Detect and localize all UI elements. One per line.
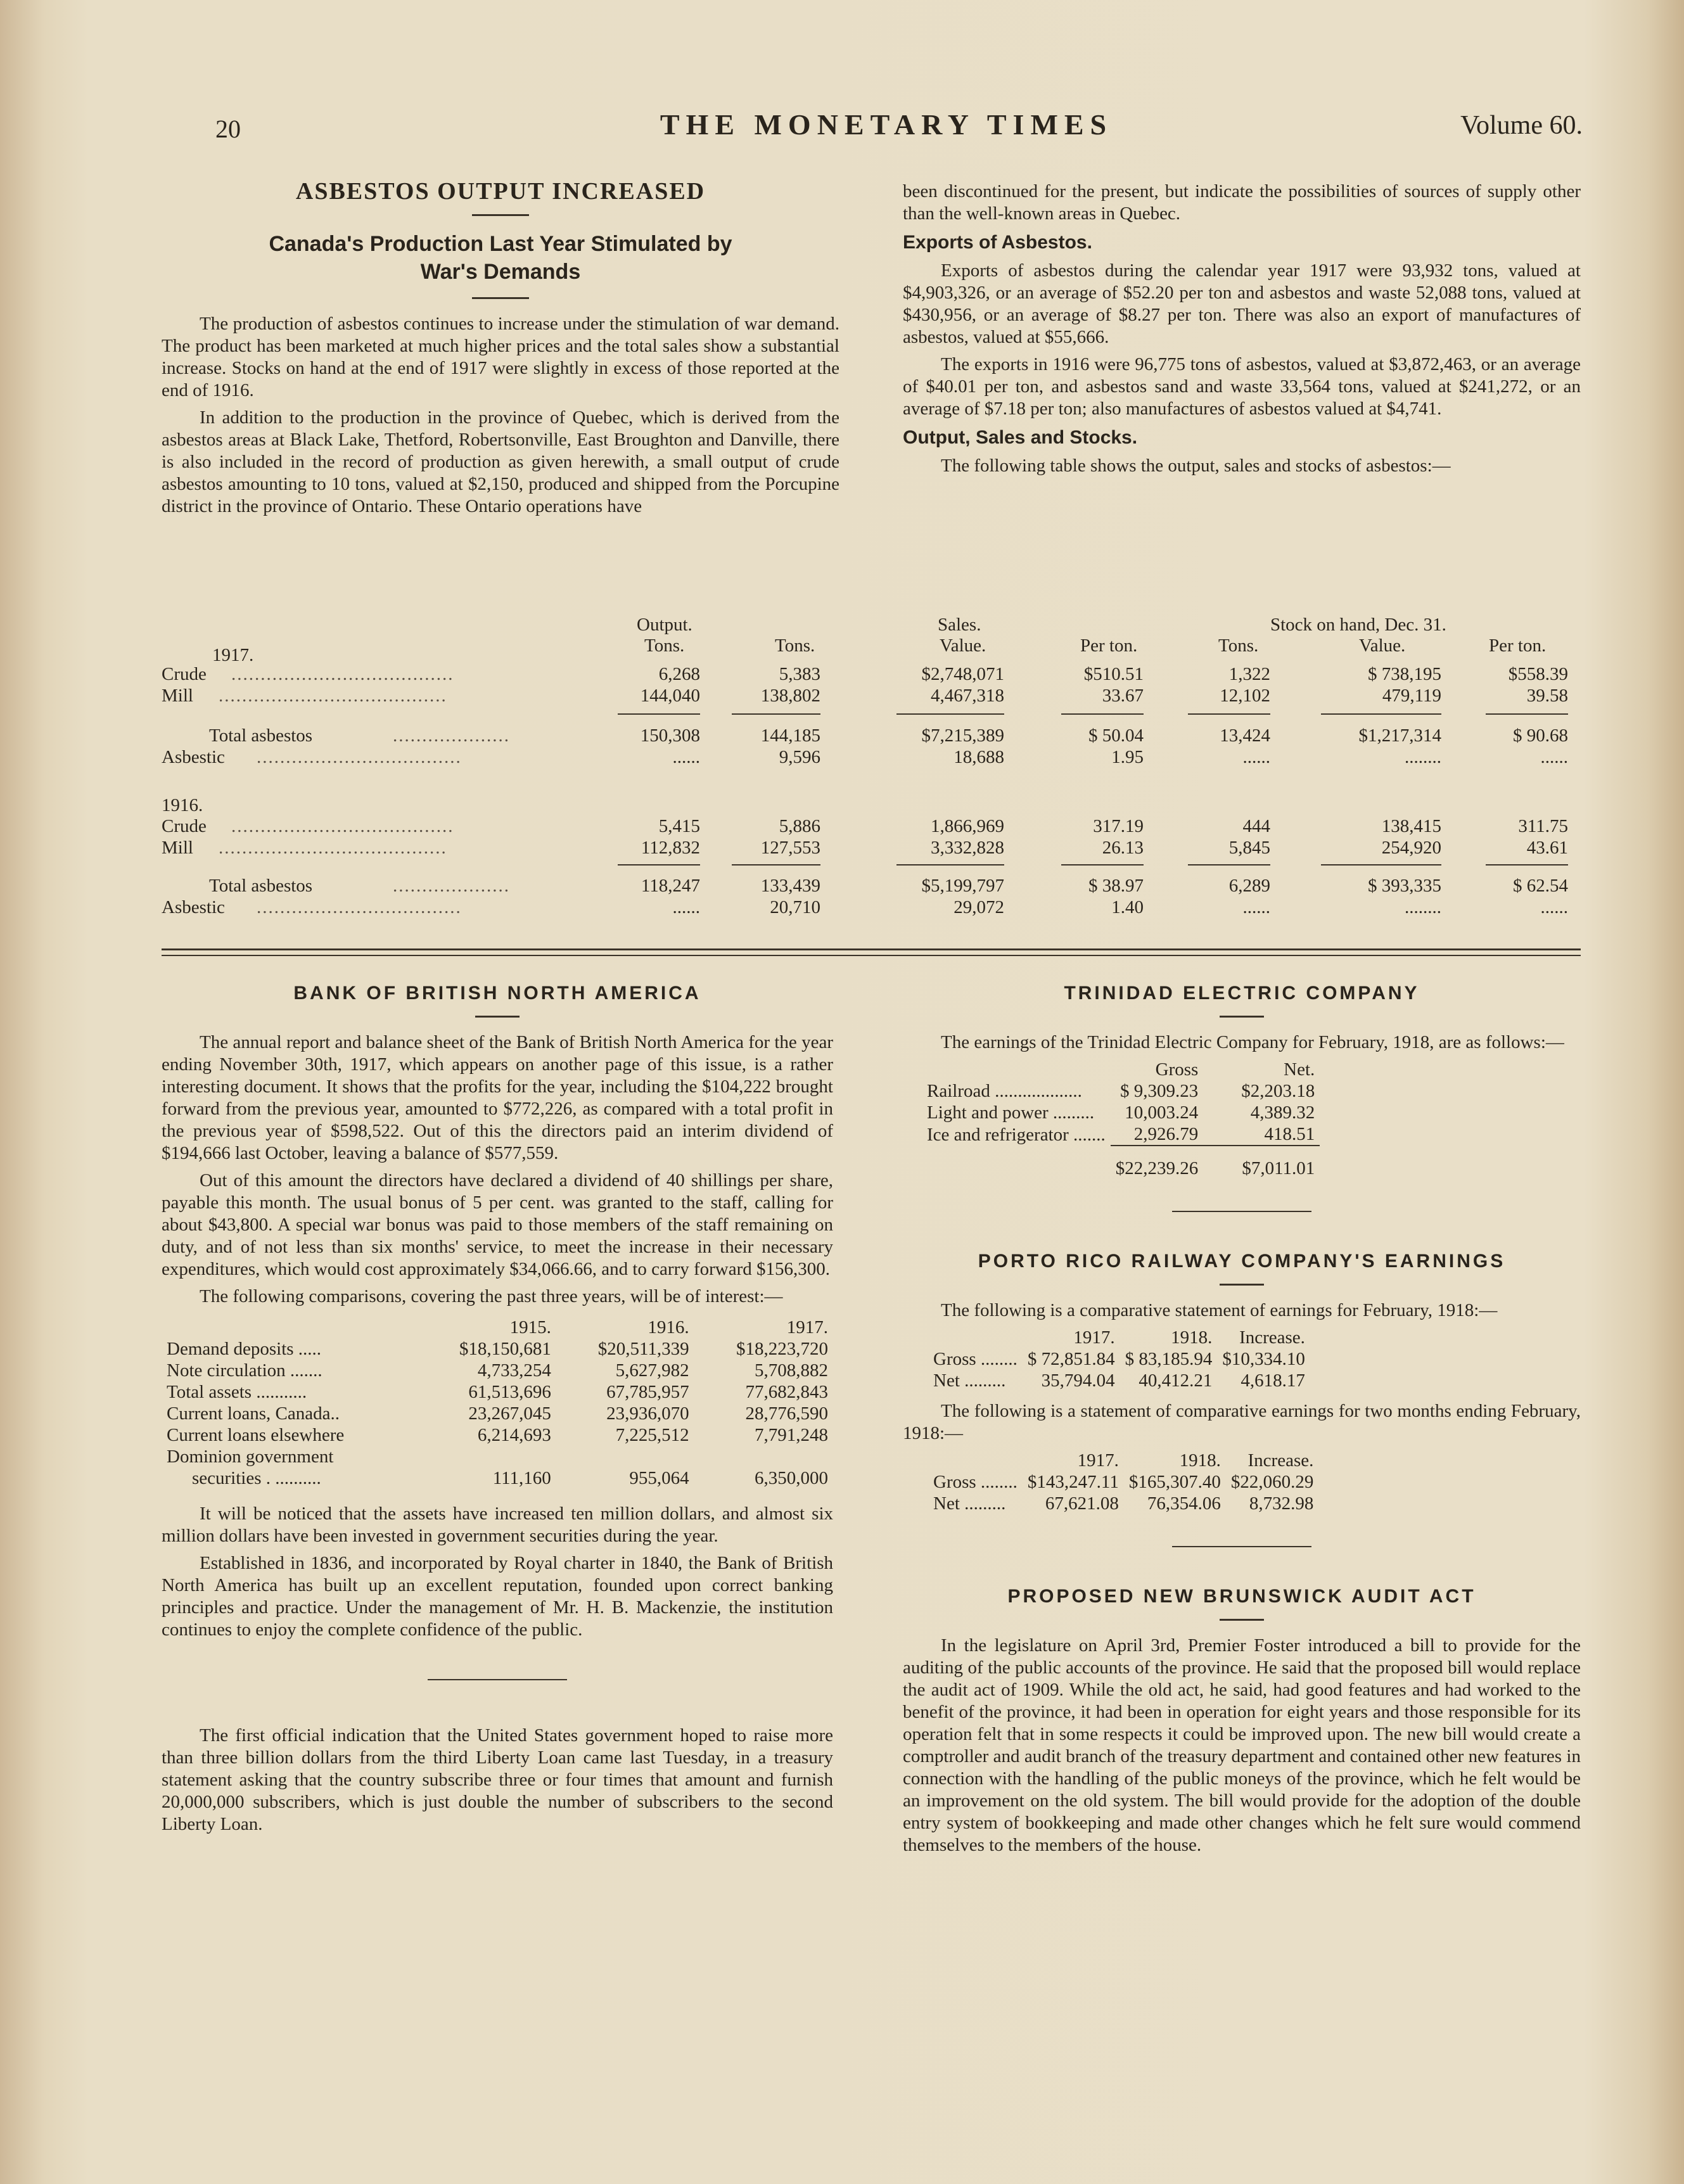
table-header-row: 1915. 1916. 1917. xyxy=(509,1317,828,1338)
bank-title-rule xyxy=(475,1016,520,1018)
header-output-tons: Tons. xyxy=(644,635,685,656)
table-row: Current loans elsewhere 6,214,693 7,225,512 7,791,248 xyxy=(167,1425,828,1445)
asbestos-table: Output. Tons. Tons. Sales. Value. Per ton. Stock on hand, Dec. 31. Tons. Value. Per ton. 1917. 1916. Crude ...................................... 6,268 5,383 $2,748,071 $510.51 1,322 $ 738,195 $558.39 Mill ....................................... 144,040 138,802 4,467,318 33.67 12,102 479,119 39.58 Total asbestos .................... 150,308 144,185 $7,215,389 $ 50.04 13,424 $1,217,314 $ 90.68 Asbestic ................................... ...... 9,596 18,688 1.95 ...... ........ ...... Crude ...................................... 5,415 5,886 1,866,969 317.19 444 138,415 311.75 Mill ....................................... 112,832 127,553 3,332,828 26.13 5,845 254,920 43.61 Total asbestos .................... 118,247 133,439 $5,199,797 $ 38.97 6,289 $ 393,335 $ 62.54 Asbestic ................................... ...... 20,710 29,072 1.40 ...... ........ ...... xyxy=(162,615,1568,917)
table-header-row: 1917. 1918. Increase. xyxy=(1073,1327,1305,1348)
brunswick-title-rule xyxy=(1220,1619,1264,1621)
table-row: Dominion government xyxy=(167,1446,334,1467)
output-para: The following table shows the output, sales and stocks of asbestos:— xyxy=(941,456,1451,476)
bank-para-1: The annual report and balance sheet of the Bank of British North America for the year ending November 30th, 1917, which appears on another page of this issue, is a rather interesting document. It shows that the profits for the year, including the $104,222 brought forward from the previous year, amounted to $772,226, as compared with a total profit in the previous year of $598,522. Out of this the directors paid an interim dividend of $194,666 last October, leaving a balance of $577,559. xyxy=(162,1032,833,1163)
table-row: Demand deposits ..... $18,150,681 $20,511,339 $18,223,720 xyxy=(167,1339,828,1359)
header-per-ton: Per ton. xyxy=(1080,635,1138,656)
bank-title: BANK OF BRITISH NORTH AMERICA xyxy=(293,983,701,1004)
table-row: Net ......... 67,621.08 76,354.06 8,732.98 xyxy=(933,1493,1314,1514)
header-stock-tons: Tons. xyxy=(1218,635,1259,656)
asbestos-para-3: been discontinued for the present, but indicate the possibilities of sources of supply other than the well-known areas in Quebec. xyxy=(903,181,1581,224)
porto-rico-end-rule xyxy=(1172,1546,1311,1547)
publication-title: THE MONETARY TIMES xyxy=(660,108,1113,141)
asbestos-para-2: In addition to the production in the province of Quebec, which is derived from the asbestos areas at Black Lake, Thetford, Robertsonville, East Broughton and Danville, there is also included in the record of production as given herewith, a small output of crude asbestos amounting to 10 tons, valued at $2,150, produced and shipped from the Porcupine district in the province of Ontario. These Ontario operations have xyxy=(162,407,839,516)
table-header-row: Gross Net. xyxy=(1155,1059,1315,1080)
table-row: Current loans, Canada.. 23,267,045 23,936,070 28,776,590 xyxy=(167,1403,828,1424)
trinidad-title-rule xyxy=(1220,1016,1264,1018)
year-1916: 1916. xyxy=(162,795,203,815)
section-separator xyxy=(162,948,1581,950)
bank-article xyxy=(162,982,833,1841)
trinidad-end-rule xyxy=(1172,1211,1311,1212)
table-total-row: $22,239.26 $7,011.01 xyxy=(922,1146,1320,1179)
porto-rico-title-rule xyxy=(1220,1284,1264,1286)
liberty-rule xyxy=(428,1679,567,1680)
header-sales: Sales. xyxy=(938,615,981,635)
exports-heading: Exports of Asbestos. xyxy=(903,232,1092,253)
table-row: Gross ........ $ 72,851.84 $ 83,185.94 $10,334.10 xyxy=(933,1349,1305,1369)
header-output: Output. xyxy=(637,615,692,635)
table-row: Ice and refrigerator ....... 2,926.79 418.51 xyxy=(927,1124,1315,1145)
header-stock: Stock on hand, Dec. 31. xyxy=(1270,615,1446,635)
table-row: Net ......... 35,794.04 40,412.21 4,618.17 xyxy=(933,1370,1305,1391)
brunswick-para: In the legislature on April 3rd, Premier Foster introduced a bill to provide for the auditing of the public accounts of the province. He said that the proposed bill would replace the audit act of 1909. While the old act, he said, had good features and had worked to the benefit of the province, it had been in operation for eight years and those responsible for its operation felt that in some respects it could be improved upon. The new bill would create a comptroller and audit branch of the treasury department and contained other new features in connection with the handling of the public moneys of the province, which he felt would be an improvement on the old system. The bill would provide for the adoption of the double entry system of bookkeeping and made other changes which he felt sure would commend themselves to the members of the house. xyxy=(903,1635,1581,1855)
asbestos-para-1: The production of asbestos continues to increase under the stimulation of war demand. The product has been marketed at much higher prices and the total sales show a substantial increase. Stocks on hand at the end of 1917 were slightly in excess of those reported at the end of 1916. xyxy=(162,314,839,400)
asbestos-title: ASBESTOS OUTPUT INCREASED xyxy=(295,178,706,205)
header-stock-value: Value. xyxy=(1359,635,1406,656)
asbestos-subtitle: Canada's Production Last Year Stimulated by War's Demands xyxy=(269,232,732,284)
year-1917: 1917. xyxy=(212,645,254,665)
title-rule xyxy=(472,214,529,216)
trinidad-title: TRINIDAD ELECTRIC COMPANY xyxy=(1064,983,1420,1004)
subtitle-rule xyxy=(472,297,529,299)
exports-para-1: Exports of asbestos during the calendar year 1917 were 93,932 tons, valued at $4,903,326, or an average of $52.20 per ton and asbestos and waste 52,088 tons, valued at $430,956, or an average of $8.27 per ton. There was also an export of manufactures of asbestos, valued at $55,666. xyxy=(903,260,1581,347)
liberty-loan-para: The first official indication that the United States government hoped to raise more than three billion dollars from the third Liberty Loan came last Tuesday, in a treasury statement asking that the country subscribe three or four times that amount and furnish 20,000,000 subscribers, which is just double the number of subscribers to the second Liberty Loan. xyxy=(162,1725,833,1834)
asbestos-article-left xyxy=(162,178,839,523)
asbestos-article-right xyxy=(903,181,1581,482)
table-row: Railroad ................... $ 9,309.23 $2,203.18 xyxy=(927,1081,1315,1101)
bank-para-2: Out of this amount the directors have declared a dividend of 40 shillings per share, payable this month. The usual bonus of 5 per cent. was granted to the staff, calling for about $43,800. A special war bonus was paid to those members of the staff remaining on duty, and of not less than six months' service, to meet the increase in their necessary expenditures, which would cost approximately $34,066.66, and to carry forward $156,300. xyxy=(162,1170,833,1279)
running-head xyxy=(190,108,1583,146)
bank-para-4: It will be noticed that the assets have increased ten million dollars, and almost six million dollars have been invested in government securities during the year. xyxy=(162,1504,833,1546)
page-number: 20 xyxy=(215,115,241,143)
porto-rico-table-two-months xyxy=(928,1450,1318,1514)
table-row: Note circulation ....... 4,733,254 5,627,982 5,708,882 xyxy=(167,1360,828,1381)
porto-rico-table-february xyxy=(928,1327,1310,1391)
volume-label: Volume 60. xyxy=(1460,111,1583,140)
table-row: Total assets ........... 61,513,696 67,785,957 77,682,843 xyxy=(167,1382,828,1402)
porto-rico-title: PORTO RICO RAILWAY COMPANY'S EARNINGS xyxy=(978,1251,1506,1272)
porto-rico-para-2: The following is a statement of comparative earnings for two months ending February, 1918:— xyxy=(903,1401,1581,1443)
trinidad-table xyxy=(922,1059,1320,1179)
bank-comparison-table xyxy=(162,1317,833,1489)
table-row: Gross ........ $143,247.11 $165,307.40 $22,060.29 xyxy=(933,1472,1314,1492)
bank-para-5: Established in 1836, and incorporated by Royal charter in 1840, the Bank of British North America has built up an excellent reputation, founded upon correct banking principles and practice. Under the management of Mr. H. B. Mackenzie, the institution continues to enjoy the complete confidence of the public. xyxy=(162,1553,833,1640)
bank-para-3: The following comparisons, covering the past three years, will be of interest:— xyxy=(200,1286,783,1306)
brunswick-title: PROPOSED NEW BRUNSWICK AUDIT ACT xyxy=(1007,1586,1476,1607)
table-header-row: 1917. 1918. Increase. xyxy=(1077,1450,1314,1471)
trinidad-para: The earnings of the Trinidad Electric Company for February, 1918, are as follows:— xyxy=(941,1032,1564,1052)
output-heading: Output, Sales and Stocks. xyxy=(903,427,1138,448)
table-row: Light and power ......... 10,003.24 4,389.32 xyxy=(927,1102,1315,1123)
exports-para-2: The exports in 1916 were 96,775 tons of asbestos, valued at $3,872,463, or an average of $40.01 per ton, and asbestos sand and waste 33,564 tons, valued at $241,272, or an average of $7.18 per ton; also manufactures of asbestos valued at $4,741. xyxy=(903,354,1581,419)
right-column-articles xyxy=(903,982,1581,1862)
header-stock-per-ton: Per ton. xyxy=(1489,635,1547,656)
porto-rico-para-1: The following is a comparative statement of earnings for February, 1918:— xyxy=(941,1300,1498,1320)
table-row: securities . .......... 111,160 955,064 6,350,000 xyxy=(192,1468,828,1488)
header-sales-value: Value. xyxy=(940,635,986,656)
header-sales-tons: Tons. xyxy=(775,635,815,656)
